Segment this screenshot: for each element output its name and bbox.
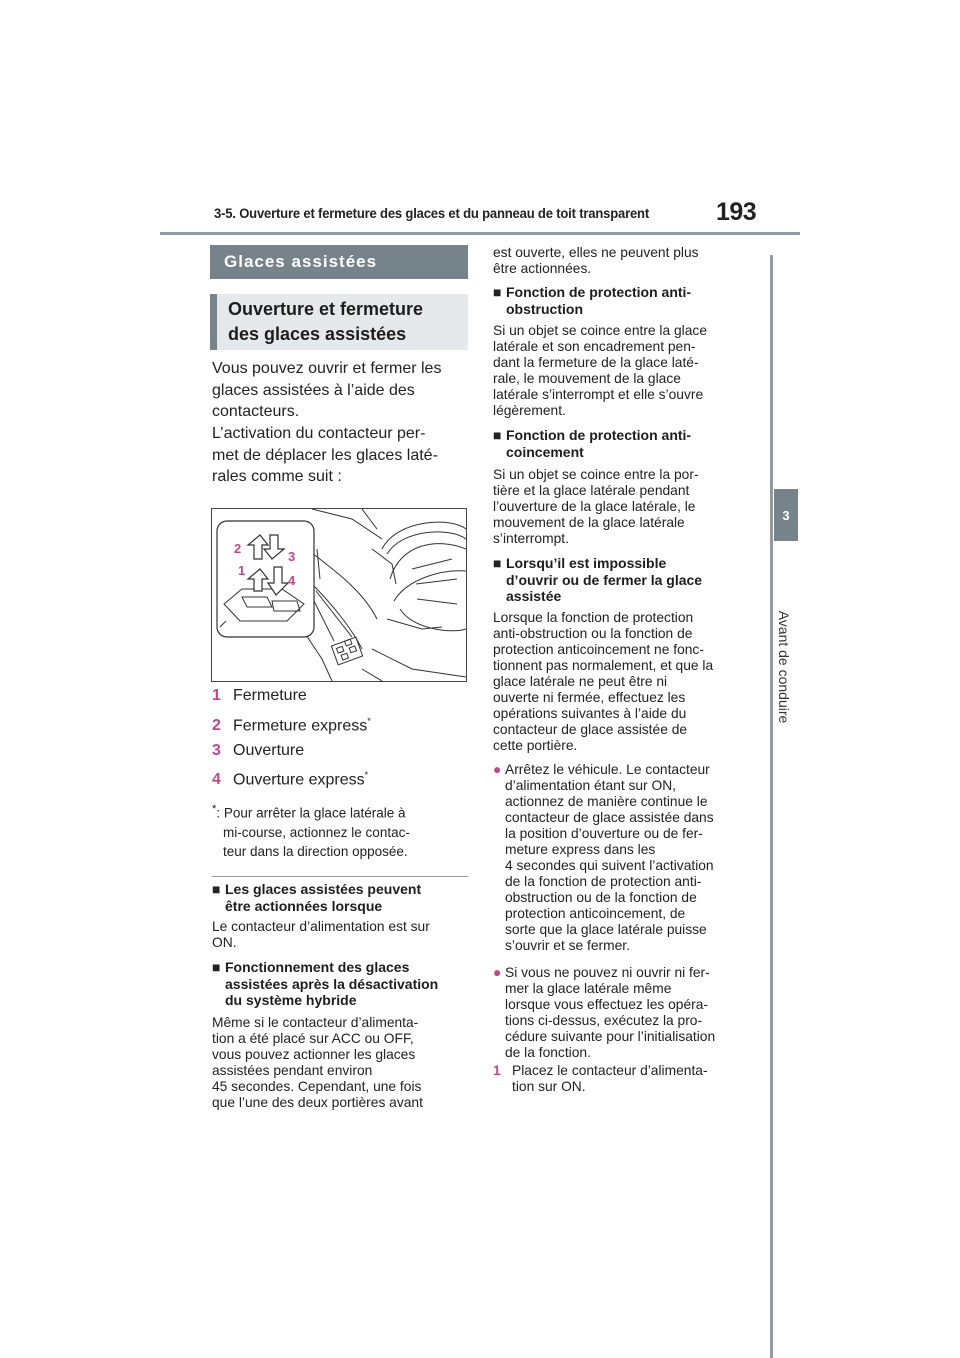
footnote-mark: * (367, 716, 371, 726)
text-line: s’ouvrir et se fermer. (505, 938, 630, 953)
bullet-icon: ● (493, 965, 502, 980)
text-line: Lorsque la fonction de protection (493, 610, 694, 625)
text-line: tion a été placé sur ACC ou OFF, (212, 1031, 414, 1046)
text-line: latérale et son encadrement pen- (493, 339, 696, 354)
text-line: d’ouvrir ou de fermer la glace (506, 571, 703, 588)
square-bullet-icon: ■ (493, 284, 502, 300)
subsection-heading-line: Ouverture et fermeture (228, 299, 424, 319)
legend-item (212, 770, 368, 789)
text-line: Si un objet se coince entre la glace (493, 323, 707, 338)
body-text (212, 1015, 470, 1111)
text-line: de la fonction. (505, 1045, 591, 1060)
text-line: tions ci-dessus, exécutez la pro- (505, 1013, 703, 1028)
step-number: 1 (493, 1063, 501, 1078)
text-line: 4 secondes qui suivent l’activation (505, 858, 714, 873)
text-line: mi-course, actionnez le contac- (223, 824, 410, 840)
text-line: sorte que la glace latérale puisse (505, 922, 707, 937)
figure-label: 4 (288, 573, 296, 588)
body-text (493, 323, 755, 419)
text-line: Les glaces assistées peuvent (225, 881, 422, 897)
subheading (493, 427, 755, 460)
text-line: Si un objet se coince entre la por- (493, 467, 699, 482)
intro-paragraph (212, 358, 470, 423)
step-item (493, 1063, 755, 1095)
text-line: rale, le mouvement de la glace (493, 371, 681, 386)
section-heading: Glaces assistées (210, 245, 468, 279)
side-rule (770, 255, 773, 1358)
window-switch-drawing (212, 509, 466, 681)
legend-label: Fermeture express (233, 717, 368, 735)
bullet-item (493, 762, 755, 954)
text-line: Placez le contacteur d’alimenta- (512, 1063, 708, 1078)
legend-label: Fermeture (233, 687, 307, 704)
text-line: d’alimentation étant sur ON, (505, 778, 677, 793)
legend-item (212, 716, 371, 735)
text-line: protection anticoincement ne fonc- (493, 642, 704, 657)
text-line: Le contacteur d’alimentation est sur (212, 919, 430, 934)
text-line: obstruction (506, 300, 583, 317)
chapter-title-text: Avant de conduire (776, 610, 792, 724)
body-text (493, 610, 755, 754)
text-line: mer la glace latérale même (505, 981, 672, 996)
body-text (493, 467, 755, 547)
text-line: met de déplacer les glaces laté- (212, 446, 438, 464)
text-line: obstruction ou de la fonction de (505, 890, 697, 905)
legend-number: 4 (212, 771, 221, 789)
subheading (212, 959, 470, 1009)
legend-item (212, 742, 304, 760)
text-line: assistée (506, 588, 562, 604)
divider (212, 876, 468, 877)
bullet-icon: ● (493, 762, 502, 777)
footnote-mark: * (212, 803, 217, 815)
text-line: mouvement de la glace latérale (493, 515, 685, 530)
text-line: rales comme suit : (212, 468, 342, 485)
legend-label: Ouverture (233, 742, 305, 759)
text-line: Vous pouvez ouvrir et fermer les (212, 360, 442, 377)
text-line: latérale s’interrompt et elle s’ouvre (493, 387, 704, 402)
legend-label: Ouverture express (233, 771, 365, 789)
body-text (493, 245, 755, 277)
running-header-title: 3-5. Ouverture et fermeture des glaces et du panneau de toit transparent (214, 206, 650, 222)
text-line: contacteurs. (212, 403, 300, 420)
text-line: cette portière. (493, 738, 578, 753)
text-line: de la fonction de protection anti- (505, 874, 702, 889)
text-line: 45 secondes. Cependant, une fois (212, 1079, 422, 1094)
text-line: légèrement. (493, 403, 566, 418)
text-line: dant la fermeture de la glace laté- (493, 355, 699, 370)
subsection-heading (210, 294, 468, 350)
text-line: l’ouverture de la glace latérale, le (493, 499, 696, 514)
text-line: du système hybride (225, 992, 357, 1008)
chapter-title-vertical (773, 592, 795, 742)
text-line: vous pouvez actionner les glaces (212, 1047, 416, 1062)
text-line: être actionnées lorsque (225, 897, 383, 914)
text-line: ON. (212, 935, 237, 950)
text-line: meture express dans les (505, 842, 656, 857)
header-rule (160, 232, 800, 235)
text-line: tionnent pas normalement, et que la (493, 658, 714, 673)
bullet-item (493, 965, 755, 1061)
subheading (493, 555, 755, 605)
text-line: protection anticoincement, de (505, 906, 686, 921)
square-bullet-icon: ■ (493, 427, 502, 443)
text-line: cédure suivante pour l’initialisation (505, 1029, 716, 1044)
subsection-heading-line: des glaces assistées (228, 324, 407, 344)
window-switch-illustration (211, 508, 467, 682)
text-line: tion sur ON. (512, 1079, 586, 1094)
text-line: assistées après la désactivation (225, 975, 439, 992)
chapter-number-tab: 3 (774, 489, 798, 541)
text-line: : Pour arrêter la glace latérale à (216, 805, 406, 821)
square-bullet-icon: ■ (493, 555, 502, 571)
square-bullet-icon: ■ (212, 959, 221, 975)
text-line: Lorsqu’il est impossible (506, 555, 667, 571)
body-text (212, 919, 470, 951)
text-line: lorsque vous effectuez les opéra- (505, 997, 708, 1012)
text-line: coincement (506, 443, 584, 460)
legend-number: 2 (212, 717, 221, 735)
text-line: glaces assistées à l’aide des (212, 381, 415, 399)
footnote-mark: * (364, 770, 369, 780)
legend-number: 1 (212, 687, 221, 704)
text-line: Fonction de protection anti- (506, 427, 692, 443)
text-line: est ouverte, elles ne peuvent plus (493, 245, 699, 260)
page-number: 193 (716, 198, 757, 226)
legend-item (212, 687, 307, 705)
text-line: Fonctionnement des glaces (225, 959, 410, 975)
text-line: anti-obstruction ou la fonction de (493, 626, 693, 641)
legend-number: 3 (212, 742, 221, 759)
text-line: tière et la glace latérale pendant (493, 483, 690, 498)
figure-label: 3 (288, 549, 296, 564)
text-line: Si vous ne pouvez ni ouvrir ni fer- (505, 965, 710, 980)
text-line: glace latérale ne peut être ni (493, 674, 668, 689)
text-line: être actionnées. (493, 261, 592, 276)
square-bullet-icon: ■ (212, 881, 221, 897)
text-line: s’interrompt. (493, 531, 569, 546)
text-line: contacteur de glace assistée dans (505, 810, 714, 825)
intro-paragraph-2 (212, 423, 470, 488)
text-line: ouverte ni fermée, effectuez les (493, 690, 686, 705)
figure-label: 1 (238, 563, 246, 578)
text-line: la position d’ouverture ou de fer- (505, 826, 703, 841)
text-line: Arrêtez le véhicule. Le contacteur (505, 762, 710, 777)
subheading (212, 881, 470, 914)
text-line: opérations suivantes à l’aide du (493, 706, 687, 721)
text-line: assistées pendant environ (212, 1063, 373, 1078)
figure-label: 2 (234, 541, 242, 556)
text-line: teur dans la direction opposée. (223, 843, 408, 859)
text-line: actionnez de manière continue le (505, 794, 708, 809)
text-line: Fonction de protection anti- (506, 284, 692, 300)
footnote (212, 800, 464, 861)
subheading (493, 284, 755, 317)
text-line: Même si le contacteur d’alimenta- (212, 1015, 419, 1030)
text-line: contacteur de glace assistée de (493, 722, 688, 737)
text-line: L’activation du contacteur per- (212, 425, 426, 442)
text-line: que l’une des deux portières avant (212, 1095, 423, 1110)
